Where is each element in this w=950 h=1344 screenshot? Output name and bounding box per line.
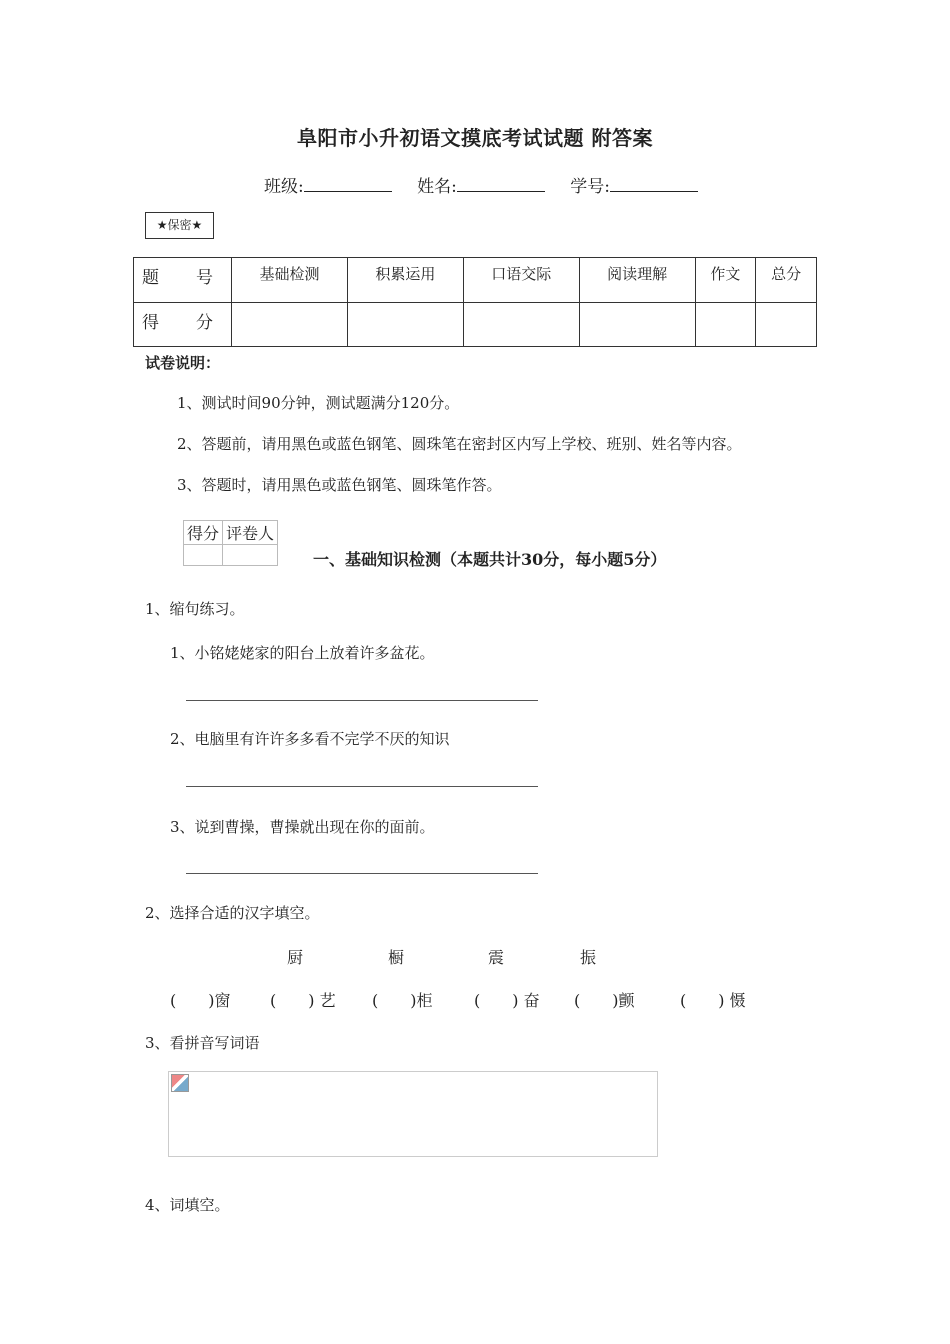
class-field — [264, 177, 392, 197]
page-title: 阜阳市小升初语文摸底考试试题 附答案 — [297, 126, 653, 150]
student-info-line — [0, 172, 950, 197]
score-cell — [232, 302, 348, 347]
score-table — [133, 257, 817, 347]
sub-question: 1、小铭姥姥家的阳台上放着许多盆花。 — [170, 644, 435, 662]
fill-blank: ( )柜 — [372, 991, 433, 1010]
name-label: 姓名: — [417, 177, 457, 197]
fill-blank: ( )窗 — [170, 991, 231, 1010]
score-cell — [579, 302, 695, 347]
answer-line — [186, 873, 538, 874]
fill-blank: ( ) 艺 — [270, 991, 336, 1010]
score-table-score-row — [134, 302, 817, 347]
column-header: 总分 — [756, 258, 817, 303]
score-table-header-row — [134, 258, 817, 303]
question-title: 3、看拼音写词语 — [145, 1034, 260, 1052]
secret-badge: ★保密★ — [145, 212, 214, 239]
question-title: 1、缩句练习。 — [145, 600, 245, 618]
score-cell — [347, 302, 463, 347]
score-cell — [695, 302, 756, 347]
question-title: 2、选择合适的汉字填空。 — [145, 904, 320, 922]
fill-blank: ( ) 奋 — [474, 991, 540, 1010]
grader-box — [183, 520, 278, 566]
instructions-heading: 试卷说明： — [145, 354, 221, 372]
char-option: 橱 — [388, 948, 405, 967]
instruction-item: 2、答题前，请用黑色或蓝色钢笔、圆珠笔在密封区内写上学校、班别、姓名等内容。 — [177, 435, 742, 453]
broken-image-icon — [171, 1074, 189, 1092]
column-header: 积累运用 — [347, 258, 463, 303]
char-option: 振 — [580, 948, 597, 967]
column-header: 基础检测 — [232, 258, 348, 303]
score-header: 得 分 — [134, 302, 232, 347]
name-blank — [457, 177, 545, 192]
grader-name-label: 评卷人 — [223, 521, 278, 545]
instruction-item: 3、答题时，请用黑色或蓝色钢笔、圆珠笔作答。 — [177, 476, 502, 494]
sub-question: 3、说到曹操，曹操就出现在你的面前。 — [170, 818, 435, 836]
score-cell — [756, 302, 817, 347]
question-number-header: 题 号 — [134, 258, 232, 303]
sub-question: 2、电脑里有许许多多看不完学不厌的知识 — [170, 730, 450, 748]
grader-score-label: 得分 — [184, 521, 223, 545]
column-header: 口语交际 — [463, 258, 579, 303]
grader-name-cell — [223, 545, 278, 566]
class-blank — [304, 177, 392, 192]
name-field — [417, 177, 545, 197]
id-field — [570, 177, 698, 197]
section-heading: 一、基础知识检测（本题共计30分，每小题5分） — [313, 550, 667, 569]
column-header: 阅读理解 — [579, 258, 695, 303]
fill-blank: ( ) 慑 — [680, 991, 746, 1010]
id-label: 学号: — [570, 177, 610, 197]
answer-line — [186, 786, 538, 787]
grader-score-cell — [184, 545, 223, 566]
id-blank — [610, 177, 698, 192]
question-title: 4、词填空。 — [145, 1196, 230, 1214]
answer-line — [186, 700, 538, 701]
instruction-item: 1、测试时间90分钟，测试题满分120分。 — [177, 394, 460, 412]
column-header: 作文 — [695, 258, 756, 303]
char-option: 厨 — [287, 948, 304, 967]
char-option: 震 — [488, 948, 505, 967]
fill-blank: ( )颤 — [574, 991, 635, 1010]
pinyin-image-box — [168, 1071, 658, 1157]
class-label: 班级: — [263, 177, 304, 197]
score-cell — [463, 302, 579, 347]
